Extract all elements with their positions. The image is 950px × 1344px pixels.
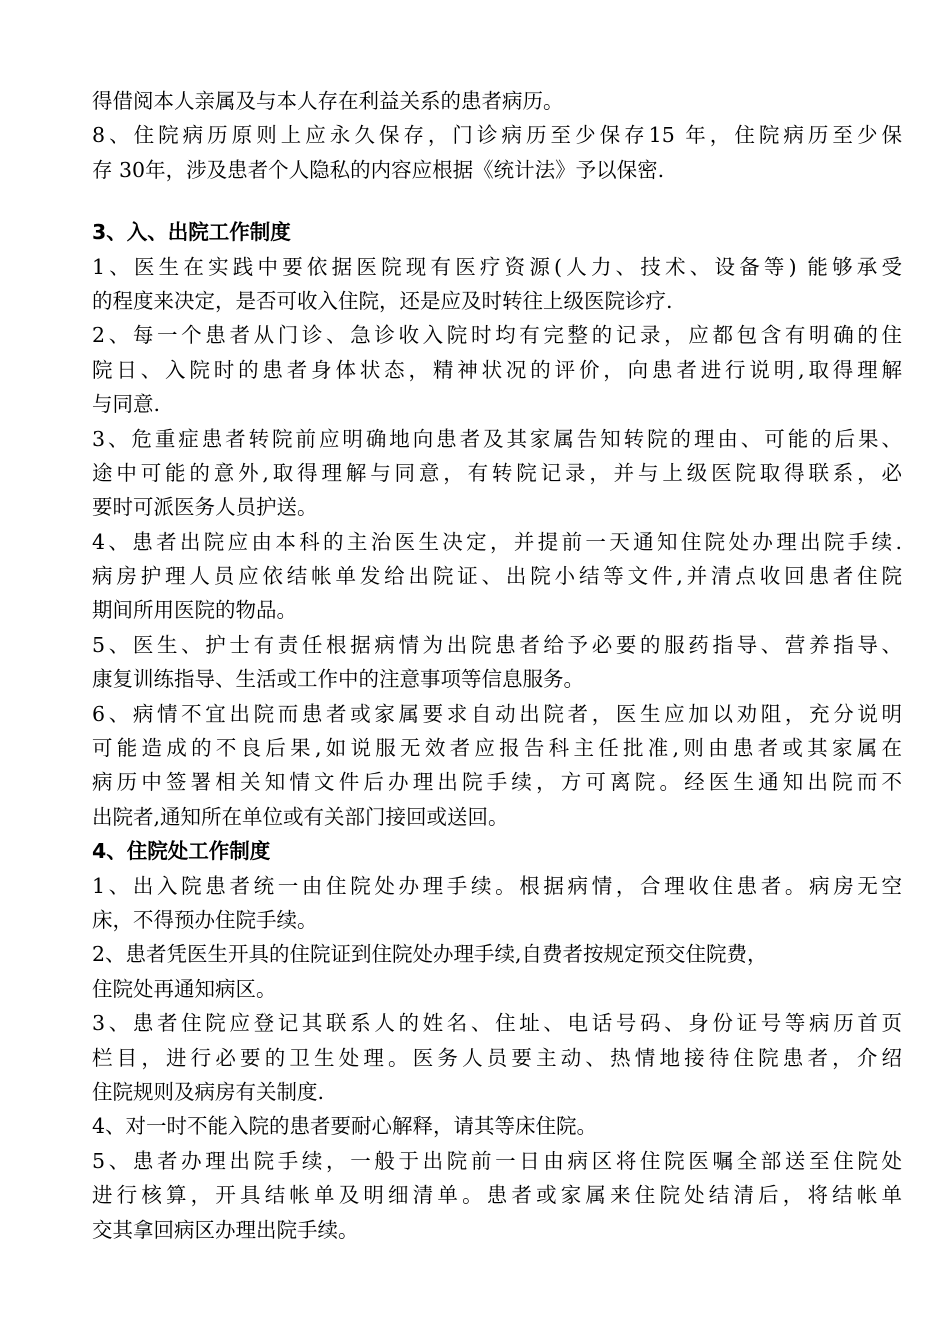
paragraph-line: 1、出入院患者统一由住院处办理手续。根据病情，合理收住患者。病房无空 — [92, 873, 902, 898]
paragraph-line: 1、医生在实践中要依据医院现有医疗资源(人力、技术、设备等) 能够承受 — [92, 254, 902, 279]
paragraph-line: 病历中签署相关知情文件后办理出院手续，方可离院。经医生通知出院而不 — [92, 770, 902, 795]
paragraph-line: 康复训练指导、生活或工作中的注意事项等信息服务。 — [92, 667, 584, 692]
paragraph-line: 5、患者办理出院手续，一般于出院前一日由病区将住院医嘱全部送至住院处 — [92, 1148, 902, 1173]
paragraph-line: 3、患者住院应登记其联系人的姓名、住址、电话号码、身份证号等病历首页 — [92, 1011, 902, 1036]
section-gap — [92, 187, 902, 215]
paragraph-line: 6、病情不宜出院而患者或家属要求自动出院者，医生应加以劝阻，充分说明 — [92, 701, 902, 726]
paragraph-line: 进行核算，开具结帐单及明细清单。患者或家属来住院处结清后，将结帐单 — [92, 1183, 902, 1208]
paragraph-line: 途中可能的意外,取得理解与同意，有转院记录，并与上级医院取得联系，必 — [92, 460, 902, 485]
paragraph-line: 3、危重症患者转院前应明确地向患者及其家属告知转院的理由、可能的后果、 — [92, 426, 902, 451]
paragraph-line: 要时可派医务人员护送。 — [92, 495, 318, 520]
paragraph-line: 住院规则及病房有关制度. — [92, 1079, 325, 1104]
paragraph-line: 4、患者出院应由本科的主治医生决定，并提前一天通知住院处办理出院手续. — [92, 529, 902, 554]
paragraph-line: 5、医生、护士有责任根据病情为出院患者给予必要的服药指导、营养指导、 — [92, 632, 902, 657]
document-page — [92, 84, 902, 1247]
section-heading: 4、住院处工作制度 — [92, 839, 271, 864]
paragraph-line: 出院者,通知所在单位或有关部门接回或送回。 — [92, 804, 509, 829]
paragraph-line: 病房护理人员应依结帐单发给出院证、出院小结等文件,并清点收回患者住院 — [92, 564, 902, 589]
paragraph-line: 栏目，进行必要的卫生处理。医务人员要主动、热情地接待住院患者，介绍 — [92, 1045, 902, 1070]
paragraph-line: 床，不得预办住院手续。 — [92, 907, 318, 932]
paragraph-line: 与同意. — [92, 392, 161, 417]
paragraph-line: 交其拿回病区办理出院手续。 — [92, 1217, 359, 1242]
paragraph-line: 院日、入院时的患者身体状态，精神状况的评价，向患者进行说明,取得理解 — [92, 357, 902, 382]
paragraph-line: 的程度来决定，是否可收入住院，还是应及时转往上级医院诊疗. — [92, 288, 673, 313]
section-heading: 3、入、出院工作制度 — [92, 220, 291, 245]
paragraph-line: 存 30年，涉及患者个人隐私的内容应根据《统计法》予以保密. — [92, 157, 665, 182]
paragraph-line: 2、患者凭医生开具的住院证到住院处办理手续,自费者按规定预交住院费， — [92, 942, 768, 967]
paragraph-line: 可能造成的不良后果,如说服无效者应报告科主任批准,则由患者或其家属在 — [92, 736, 902, 761]
paragraph-line: 期间所用医院的物品。 — [92, 598, 297, 623]
paragraph-line: 2、每一个患者从门诊、急诊收入院时均有完整的记录，应都包含有明确的住 — [92, 323, 902, 348]
paragraph-line: 住院处再通知病区。 — [92, 976, 277, 1001]
paragraph-line: 8、住院病历原则上应永久保存，门诊病历至少保存15 年，住院病历至少保 — [92, 123, 902, 148]
paragraph-line: 4、对一时不能入院的患者要耐心解释，请其等床住院。 — [92, 1114, 598, 1139]
paragraph-line: 得借阅本人亲属及与本人存在利益关系的患者病历。 — [92, 89, 564, 113]
